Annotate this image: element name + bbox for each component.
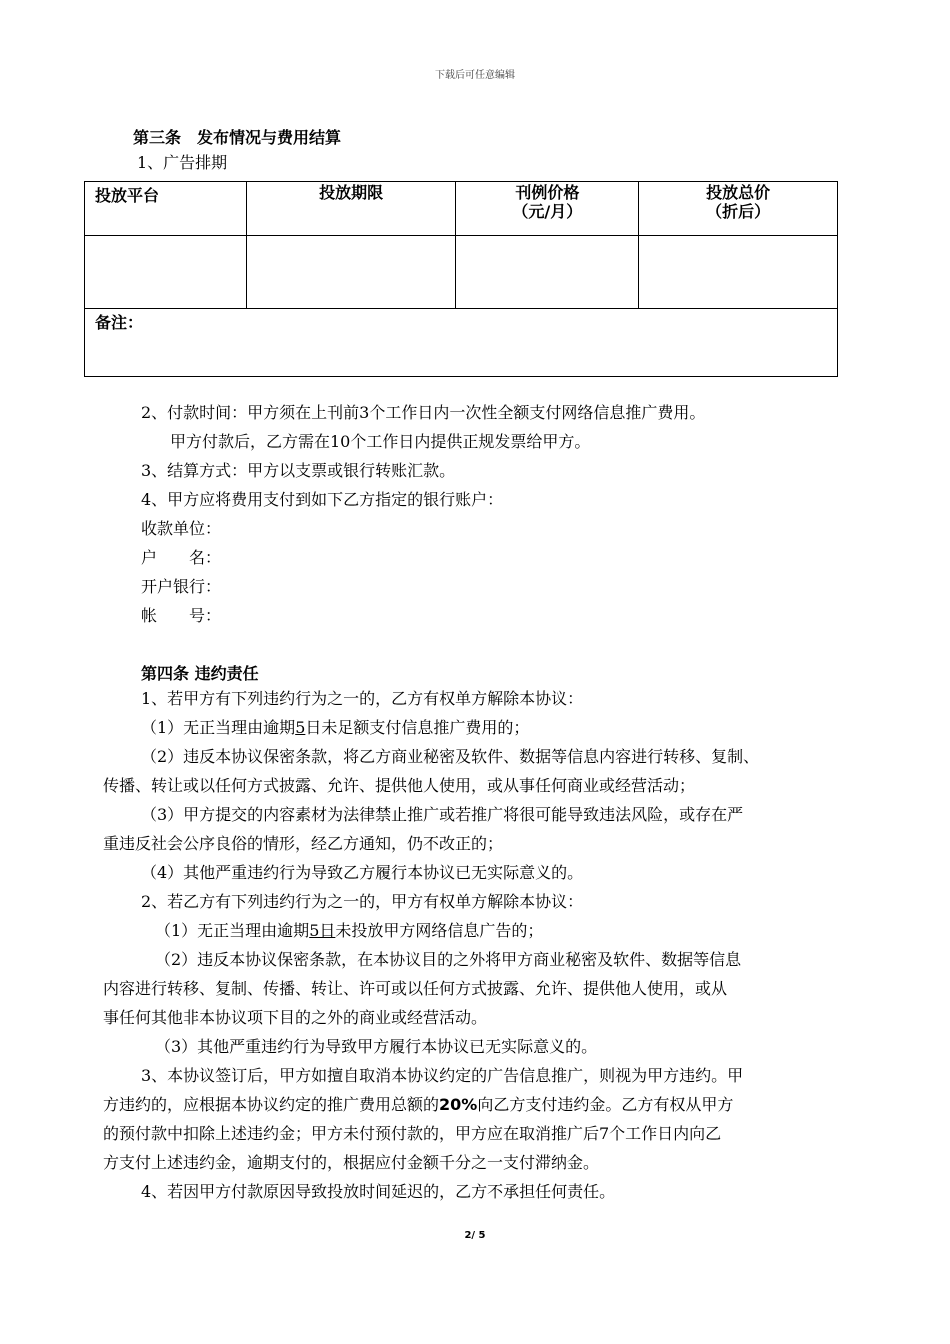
settlement-method: 3、结算方式：甲方以支票或银行转账汇款。 bbox=[141, 461, 456, 480]
table-cell bbox=[639, 236, 838, 309]
clause-2: 2、若乙方有下列违约行为之一的，甲方有权单方解除本协议： bbox=[141, 892, 584, 911]
clause-3-line3: 的预付款中扣除上述违约金；甲方未付预付款的，甲方应在取消推广后7个工作日内向乙 bbox=[103, 1124, 722, 1143]
clause-1-2-line1: （2）违反本协议保密条款，将乙方商业秘密及软件、数据等信息内容进行转移、复制、 bbox=[141, 747, 760, 766]
clause-2-2-line3: 事任何其他非本协议项下目的之外的商业或经营活动。 bbox=[103, 1008, 488, 1027]
table-header-row bbox=[85, 182, 838, 236]
col-platform-header: 投放平台 bbox=[85, 182, 247, 236]
clause-4: 4、若因甲方付款原因导致投放时间延迟的，乙方不承担任何责任。 bbox=[141, 1182, 616, 1201]
table-cell bbox=[456, 236, 639, 309]
col-total-header bbox=[639, 182, 838, 236]
invoice-note: 甲方付款后，乙方需在10个工作日内提供正规发票给甲方。 bbox=[170, 432, 591, 451]
header-note: 下载后可任意编辑 bbox=[435, 70, 515, 81]
col-price-header bbox=[456, 182, 639, 236]
page-number: 2/ 5 bbox=[464, 1230, 486, 1241]
table-row bbox=[85, 236, 838, 309]
clause-3-line1: 3、本协议签订后，甲方如擅自取消本协议约定的广告信息推广，则视为甲方违约。甲 bbox=[141, 1066, 744, 1085]
col-period-header: 投放期限 bbox=[246, 182, 456, 236]
clause-text: 日未足额支付信息推广费用的； bbox=[305, 718, 530, 737]
clause-text: 未投放甲方网络信息广告的； bbox=[335, 921, 544, 940]
account-number-label: 帐 号： bbox=[141, 606, 222, 625]
table-cell bbox=[246, 236, 456, 309]
clause-3-line4: 方支付上述违约金，逾期支付的，根据应付金额千分之一支付滞纳金。 bbox=[103, 1153, 600, 1172]
clause-2-2-line2: 内容进行转移、复制、传播、转让、许可或以任何方式披露、允许、提供他人使用，或从 bbox=[103, 979, 728, 998]
ad-schedule-label: 1、广告排期 bbox=[137, 153, 228, 172]
remark-row bbox=[85, 309, 838, 377]
bank-label: 开户银行： bbox=[141, 577, 222, 596]
penalty-percent: 20% bbox=[439, 1095, 478, 1114]
clause-text: 方违约的，应根据本协议约定的推广费用总额的 bbox=[103, 1095, 440, 1114]
clause-text: （1）无正当理由逾期 bbox=[155, 921, 310, 940]
clause-text: 向乙方支付违约金。乙方有权从甲方 bbox=[477, 1095, 734, 1114]
clause-1: 1、若甲方有下列违约行为之一的，乙方有权单方解除本协议： bbox=[141, 689, 584, 708]
clause-3-line2 bbox=[103, 1095, 733, 1115]
bank-account-intro: 4、甲方应将费用支付到如下乙方指定的银行账户： bbox=[141, 490, 504, 509]
article3-title: 第三条 发布情况与费用结算 bbox=[133, 128, 342, 147]
remark-cell: 备注： bbox=[85, 309, 838, 377]
clause-2-1 bbox=[155, 921, 543, 941]
col-price-header-line2: （元/月） bbox=[512, 202, 583, 221]
overdue-days: 5日 bbox=[309, 921, 336, 940]
col-total-header-line1: 投放总价 bbox=[706, 183, 771, 202]
clause-2-3: （3）其他严重违约行为导致甲方履行本协议已无实际意义的。 bbox=[155, 1037, 598, 1056]
col-total-header-line2: （折后） bbox=[706, 202, 771, 221]
clause-1-4: （4）其他严重违约行为导致乙方履行本协议已无实际意义的。 bbox=[141, 863, 584, 882]
clause-2-2-line1: （2）违反本协议保密条款，在本协议目的之外将甲方商业秘密及软件、数据等信息 bbox=[155, 950, 742, 969]
ad-schedule-table bbox=[84, 181, 838, 377]
clause-1-3-line1: （3）甲方提交的内容素材为法律禁止推广或若推广将很可能导致违法风险，或存在严 bbox=[141, 805, 744, 824]
clause-1-3-line2: 重违反社会公序良俗的情形，经乙方通知，仍不改正的； bbox=[103, 834, 504, 853]
article4-title: 第四条 违约责任 bbox=[141, 664, 259, 683]
account-name-label: 户 名： bbox=[141, 548, 222, 567]
table-cell bbox=[85, 236, 247, 309]
clause-1-1 bbox=[141, 718, 529, 738]
payee-label: 收款单位： bbox=[141, 519, 222, 538]
clause-1-2-line2: 传播、转让或以任何方式披露、允许、提供他人使用，或从事任何商业或经营活动； bbox=[103, 776, 696, 795]
payment-time: 2、付款时间：甲方须在上刊前3个工作日内一次性全额支付网络信息推广费用。 bbox=[141, 403, 706, 422]
overdue-days: 5 bbox=[295, 718, 306, 737]
col-price-header-line1: 刊例价格 bbox=[515, 183, 580, 202]
clause-text: （1）无正当理由逾期 bbox=[141, 718, 296, 737]
